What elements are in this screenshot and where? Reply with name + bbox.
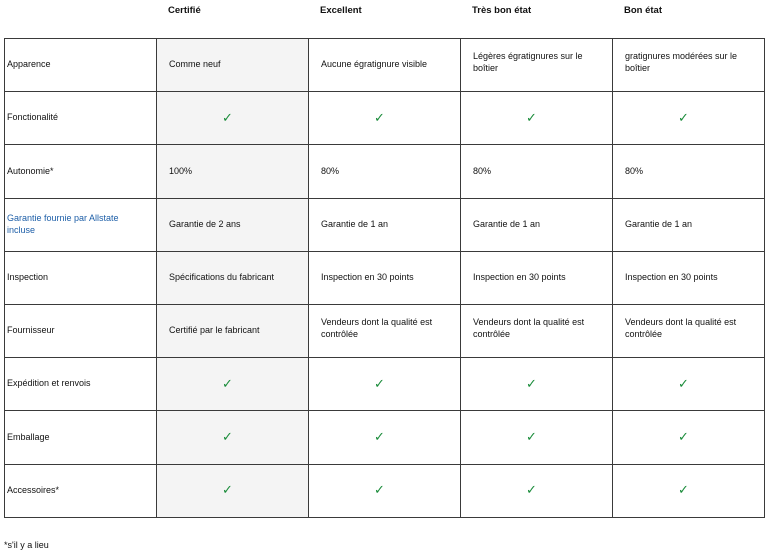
table-cell: [309, 411, 461, 464]
row-label-link[interactable]: Garantie fournie par Allstate incluse: [5, 198, 157, 251]
table-row: [5, 304, 765, 357]
checkmark-icon: ✓: [374, 375, 385, 391]
table-cell: [157, 464, 309, 517]
checkmark-icon: ✓: [374, 109, 385, 125]
table-cell: Légères égratignures sur le boîtier: [461, 39, 613, 92]
row-label: Emballage: [5, 411, 157, 464]
checkmark-icon: ✓: [222, 375, 233, 391]
checkmark-icon: ✓: [526, 482, 537, 498]
table-cell: Vendeurs dont la qualité est contrôlée: [613, 304, 765, 357]
table-row: [5, 198, 765, 251]
header-excellent: Excellent: [320, 5, 362, 16]
row-label: Expédition et renvois: [5, 358, 157, 411]
row-label: Fournisseur: [5, 304, 157, 357]
header-bon-etat: Bon état: [624, 5, 662, 16]
table-row: [5, 251, 765, 304]
table-cell: Spécifications du fabricant: [157, 251, 309, 304]
table-cell: [461, 411, 613, 464]
table-row: [5, 92, 765, 145]
row-label: Apparence: [5, 39, 157, 92]
table-cell: 100%: [157, 145, 309, 198]
table-cell: [613, 464, 765, 517]
table-cell: [157, 92, 309, 145]
table-cell: Garantie de 1 an: [309, 198, 461, 251]
table-row: [5, 464, 765, 517]
table-cell: Vendeurs dont la qualité est contrôlée: [309, 304, 461, 357]
row-label: Accessoires*: [5, 464, 157, 517]
table-cell: Vendeurs dont la qualité est contrôlée: [461, 304, 613, 357]
table-cell: Inspection en 30 points: [309, 251, 461, 304]
table-cell: [461, 92, 613, 145]
checkmark-icon: ✓: [222, 482, 233, 498]
table-cell: 80%: [461, 145, 613, 198]
table-cell: Certifié par le fabricant: [157, 304, 309, 357]
checkmark-icon: ✓: [678, 109, 689, 125]
checkmark-icon: ✓: [526, 375, 537, 391]
row-label: Autonomie*: [5, 145, 157, 198]
checkmark-icon: ✓: [374, 482, 385, 498]
checkmark-icon: ✓: [678, 375, 689, 391]
table-cell: Inspection en 30 points: [461, 251, 613, 304]
table-cell: [309, 464, 461, 517]
table-row: [5, 411, 765, 464]
checkmark-icon: ✓: [526, 428, 537, 444]
header-certifie: Certifié: [168, 5, 201, 16]
checkmark-icon: ✓: [222, 109, 233, 125]
table-cell: [613, 411, 765, 464]
table-row: [5, 39, 765, 92]
table-cell: [461, 464, 613, 517]
checkmark-icon: ✓: [374, 428, 385, 444]
row-label: Inspection: [5, 251, 157, 304]
table-cell: 80%: [309, 145, 461, 198]
row-label: Fonctionalité: [5, 92, 157, 145]
table-cell: [613, 92, 765, 145]
checkmark-icon: ✓: [222, 428, 233, 444]
comparison-table: [4, 38, 765, 518]
table-cell: 80%: [613, 145, 765, 198]
table-row: [5, 358, 765, 411]
table-cell: [613, 358, 765, 411]
table-cell: [309, 358, 461, 411]
table-cell: Inspection en 30 points: [613, 251, 765, 304]
table-row: [5, 145, 765, 198]
table-cell: gratignures modérées sur le boîtier: [613, 39, 765, 92]
table-cell: [157, 411, 309, 464]
table-cell: [309, 92, 461, 145]
footnote: *s'il y a lieu: [4, 540, 49, 550]
table-cell: Garantie de 1 an: [613, 198, 765, 251]
table-cell: Garantie de 2 ans: [157, 198, 309, 251]
header-tres-bon-etat: Très bon état: [472, 5, 532, 16]
checkmark-icon: ✓: [526, 109, 537, 125]
table-cell: [157, 358, 309, 411]
table-cell: [461, 358, 613, 411]
table-cell: Garantie de 1 an: [461, 198, 613, 251]
checkmark-icon: ✓: [678, 482, 689, 498]
checkmark-icon: ✓: [678, 428, 689, 444]
table-cell: Aucune égratignure visible: [309, 39, 461, 92]
table-cell: Comme neuf: [157, 39, 309, 92]
